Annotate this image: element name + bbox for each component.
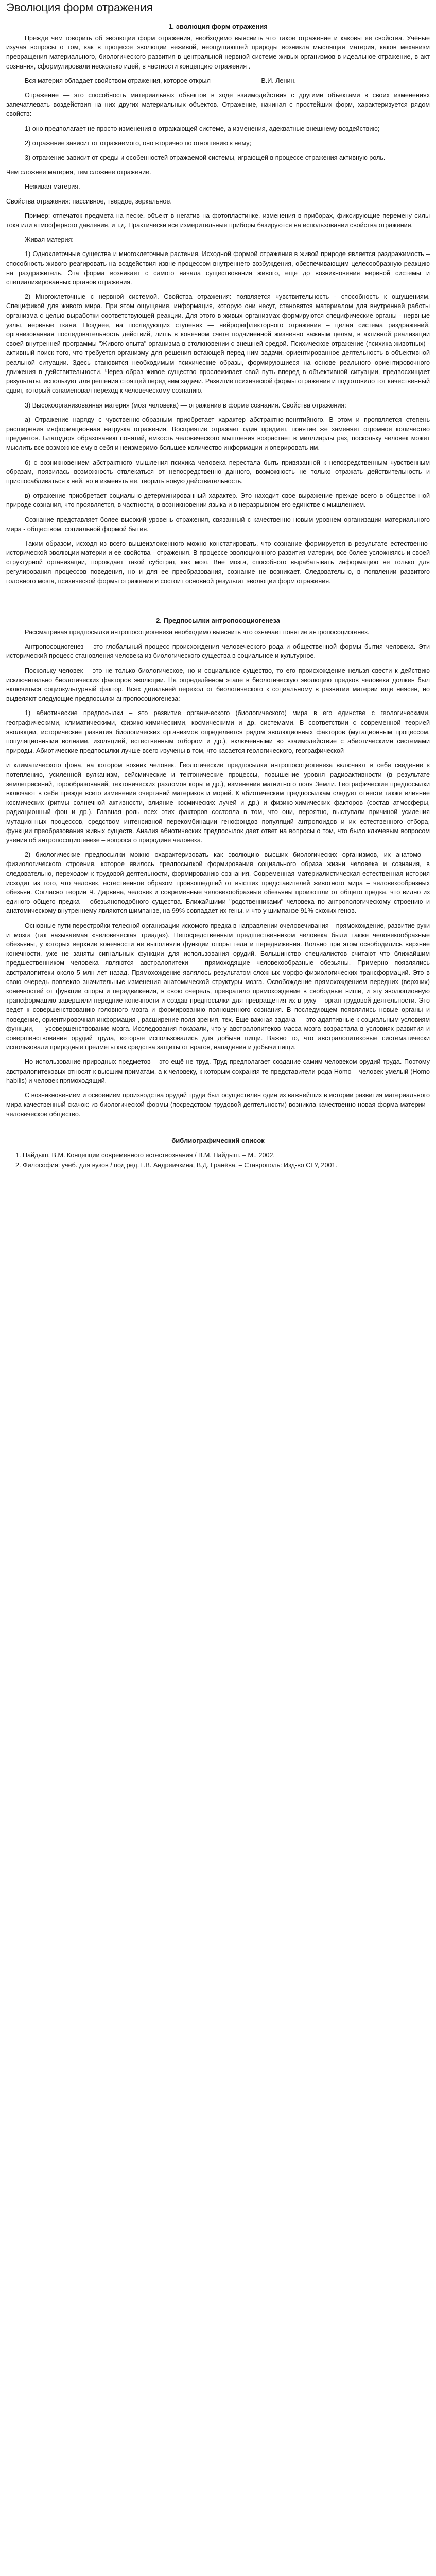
quote-text: Вся материя обладает свойством отражения, которое открыл [25, 77, 211, 84]
paragraph: и климатического фона, на котором возник человек. Геологические предпосылки антропосоциогенеза включают в себя сведение к потеплению, усиленной вулканизм, сейсмические и тектонические процессы, повышение уровня радиоактивности (в результате землетрясений, горообразований, тектонических разломов коры и др.), изменения магнитного поля Земли. Географические предпосылки включают в себя прежде всего изменения очертаний материков и морей. К абиотическим предпосылкам следует отнести также влияние космических (ритмы солнечной активности, влияние космических лучей и др.) и физико-химических факторов (состав атмосферы, радиационный фон и др.). Главная роль всех этих факторов состояла в том, что они, вероятно, выступали причиной усиления мутационных процессов, средством интенсивной перекомбинации генофондов популяций антропоидов и их естественного отбора, функции преобразования живых существ. Анализ абиотических предпосылок дает ответ на вопросы о том, что было ключевым вопросом учения об антропосоциогенезе – вопроса о прародине человека. [6, 761, 430, 844]
paragraph: Пример: отпечаток предмета на песке, объект в негатив на фотопластинке, изменения в приборах, фиксирующие перемену силы тока или атмосферного давления, и т.д. Практически все измерительные приборы базируются на использовании свойства отражения. [6, 212, 430, 229]
paragraph: 2) Многоклеточные с нервной системой. Свойства отражения: появляется чувствительность - способность к ощущениям. Спецификой для живого мира. При этом ощущения, информация, которую они несут, становятся материалом для внутренней работы организма с целью выработки соответствующей реакции. Для этого в живых организмах формируются специфические органы - нервные узлы, нервные ткани. Позднее, на последующих ступенях — нейрорефлекторного отражения – целая система раздражений, организованная последовательность действий, лишь в конечном счете подчиненной жизненно важным целям, в активной реализации своей внутренней программы "Живого опыта" организма в столкновении с внешней средой. Психическое отражение (психика животных) - активный поиск того, что требуется организму для решения встающей перед ним задачи, ориентированное деятельность в объективной реальной ситуации. Здесь становится необходимым психические образы, формирующиеся на основе реального ориентировочного движения в действительности. Через образ живое существо прослеживает свой путь вперед в объективной ситуации, предвосхищает результаты, использует для решения стоящей перед ним задачи. Развитие психической формы отражения и подготовило тот качественный сдвиг, который ознаменовал переход к человеческому сознанию. [6, 293, 430, 395]
quote-author: В.И. Ленин. [261, 77, 296, 84]
paragraph: в) отражение приобретает социально-детерминированный характер. Это находит свое выражение прежде всего в общественной природе сознания, что проявляется, в частности, в возникновении языка и в неразрывном его единстве с мышлением. [6, 492, 430, 509]
paragraph: Сознание представляет более высокий уровень отражения, связанный с качественно новым уровнем организации материального мира - обществом, социальной формой бытия. [6, 516, 430, 533]
paragraph: С возникновением и освоением производства орудий труда был осуществлён один из важнейших в истории развития материального мира качественный скачок: из биологической формы (посредством трудовой деятельности) возникла качественно новая форма материи - человеческое общество. [6, 1092, 430, 1118]
reference-item: 1. Найдыш, В.М. Концепции современного естествознания / В.М. Найдыш. – М., 2002. [23, 1150, 430, 1160]
paragraph: б) с возникновением абстрактного мышления психика человека перестала быть привязанной к непосредственным чувственным образам, появилась возможность отвлекаться от непосредственно данного, возможность не только отражать действительность и приспосабливаться к ней, но и изменять ее, творить новую действительность. [6, 459, 430, 485]
paragraph: Поскольку человек – это не только биологическое, но и социальное существо, то его происхождение нельзя свести к действию исключительно биологических факторов эволюции. На определённом этапе в биологическую эволюцию предков человека должен был включиться социокультурный фактор. Всех детальней переход от биологического к социальному в развитии материи еще неясен, но выделяют следующие предпосылки антропосоциогенеза: [6, 667, 430, 703]
document-page [0, 1, 436, 2576]
property-1: 1) оно предполагает не просто изменения в отражающей системе, а изменения, адекватные внешнему воздействию; [25, 125, 380, 132]
paragraph: Отражение — это способность материальных объектов в ходе взаимодействия с другими объектами в своих изменениях запечатлевать воздействия на них других материальных объектов. Отражение, начиная с простейших форм, характеризуется рядом свойств: [6, 92, 430, 118]
paragraph: 1) Одноклеточные существа и многоклеточные растения. Исходной формой отражения в живой природе является раздражимость – способность живого реагировать на воздействия извне процессом внутреннего возбуждения, обеспечивающим целесообразную реакцию на раздражитель. Эта форма возникает с самого начала существования живого, еще до возникновения нервной системы и специализированных органов отражения. [6, 250, 430, 286]
paragraph: Но использование природных предметов – это ещё не труд. Труд предполагает создание самим человеком орудий труда. Поэтому австралопитековых относят к высшим приматам, а к человеку, к которым сохраняя те представители рода Homo – человек умелый (Homo habilis) и человек прямоходящий. [6, 1058, 430, 1084]
paragraph: 3) Высокоорганизованная материя (мозг человека) — отражение в форме сознания. Свойства отражения: [25, 401, 346, 409]
section-2-title: 2. Предпосылки антропосоциогенеза [156, 616, 280, 624]
paragraph: 2) биологические предпосылки можно охарактеризовать как эволюцию высших биологических организмов, их анатомо – физиологического строения, которое явилось предпосылкой формирования социального образа жизни человека и сознания, в следовательно, переходом к трудовой деятельности, формированию сознания. Современная материалистическая естественная история исходит из того, что человек, естественное образом произошедший от высших представителей животного мира – человекообразных обезьян. Согласно теории Ч. Дарвина, человек и современные человекообразные обезьяны произошли от общего предка, что видно из единого общего предка – обезьяноподобного существа. Ближайшими "родственниками" человека по антропологическому строению и анатомическому внутреннему являются шимпанзе, на 99% совпадает их гены, и что у шимпанзе 91% схожих генов. [6, 851, 430, 915]
paragraph: а) Отражение наряду с чувственно-образным приобретает характер абстрактно-понятийного. В этом и проявляется степень расширения информационная нагрузка отражения. Восприятие отражает один предмет, понятие же заменяет огромное количество предметов. Благодаря образованию понятий, емкость человеческого мышления возрастает в миллиарды раз, поскольку человек может мыслить все возможное ему в себя и неизмеримо большее количество информации и оперировать им. [6, 416, 430, 452]
paragraph: Прежде чем говорить об эволюции форм отражения, необходимо выяснить что такое отражение и каковы её свойства. Учёные изучая вопросы о том, как в процессе эволюции неживой, неощущающей природы возникла мыслящая материя, каков механизм превращения материального, биологического развития в центральной нервной системе живых организмов в идеальное отражение, в акт сознания, сформулировали несколько идей, в частности концепцию отражения . [6, 35, 430, 70]
subheading: Живая материя: [25, 236, 74, 244]
references-list [6, 1150, 430, 1170]
subheading: Неживая материя. [25, 183, 80, 191]
section-1-title: 1. эволюция форм отражения [168, 23, 268, 30]
paragraph: Свойства отражения: пассивное, твердое, зеркальное. [6, 197, 172, 205]
reference-item: 2. Философия: учеб. для вузов / под ред. Г.В. Андреичкина, В.Д. Гранёва. – Ставрополь: Изд-во СГУ, 2001. [23, 1161, 430, 1170]
paragraph: Антропосоциогенез – это глобальный процесс происхождения человеческого рода и общественной формы бытия человека. Эти исторический процесс становления человека из биологического существа в социальное и культурное. [6, 643, 430, 660]
paragraph: Рассматривая предпосылки антропосоциогенеза необходимо выяснить что означает понятие антропосоциогенез. [25, 628, 370, 636]
paragraph: Чем сложнее материя, тем сложнее отражение. [6, 168, 151, 176]
property-2: 2) отражение зависит от отражаемого, оно вторично по отношению к нему; [25, 139, 252, 147]
paragraph: Основные пути перестройки телесной организации искомого предка в направлении очеловечивания – прямохождение, развитие руки и мозга (так называемая «человеческая триада»). Непосредственным предшественником человека были также человекообразные обезьяны, у которых верхние конечности не выполняли функции опоры тела и передвижения. Вольно при этом освободились верхние конечности, уже не заняты сигнальных функции для использования орудий. Большинство специалистов считают что ближайшим предшественником человека являются австралопитеки – прямоходящие человекообразные обезьяны. Примерно появлялись австралопитеки около 5 млн лет назад. Прямохождение являлось результатом сложных морфо-физиологических трансформаций. Это в свою очередь повлекло значительные изменения анатомической структуры мозга. Освобождение прямохождением передних (верхних) конечностей от функции опоры и передвижения, в свою очередь, превратило прямохождение в свободные ниши, и эту эволюционную трансформацию завершили передние конечности и создав предпосылки для превращения их в руку – орган трудовой деятельности. Это ведет к совершенствованию головного мозга и формированию полноценного сознания. В последующем появлялись новые органы и поведение, ориентировочная информация , расширение поля зрения, тех. Еще важная задача — это адаптивные к социальным условиям функции, — усовершенствование мозга. Исследования показали, что у австралопитеков масса мозга возрастала в условиях развития и совершенствования орудий труда, которые использовались для добычи пищи. Важно то, что австралопитековые систематически использовали природные предметы как средства защиты от врагов, нападения и добычи пищи. [6, 922, 430, 1052]
references-title: библиографический список [171, 1136, 265, 1144]
paragraph: 1) абиотические предпосылки – это развитие органического (биологического) мира в его единстве с геологическими, географическими, климатическими, физико-химическими, космическими и др. системами. В соответствии с современной теорией эволюции, исторические развития биологических организмов определяется рядом эволюционных факторов (мутационным процессом, популяционными волнами, изоляцией, естественным отбором и др.), включенными во взаимодействие с абиотическими системами природы. Абиотические предпосылки лучше всего изучены в том, что касается геологического, географической [6, 709, 430, 755]
lenin-quote [6, 76, 430, 86]
paragraph: Таким образом, исходя из всего вышеизложенного можно констатировать, что сознание формируется в результате естественно-исторической эволюции материи и ее свойства - отражения. В процессе эволюционного развития материи, все более усложняясь и своей структурной организации, порождает такой субстрат, как мозг. Вне мозга, способного вырабатывать информацию не только для регулирования процессов поведения, но и для ее преобразования, сознание не возникает. Следовательно, в появлении развитого головного мозга, психической формы отражения и состоит основной результат эволюции форм отражения. [6, 539, 430, 585]
page-title: Эволюция форм отражения [6, 1, 153, 14]
property-3: 3) отражение зависит от среды и особенностей отражаемой системы, играющей в процессе отражения активную роль. [25, 154, 386, 162]
